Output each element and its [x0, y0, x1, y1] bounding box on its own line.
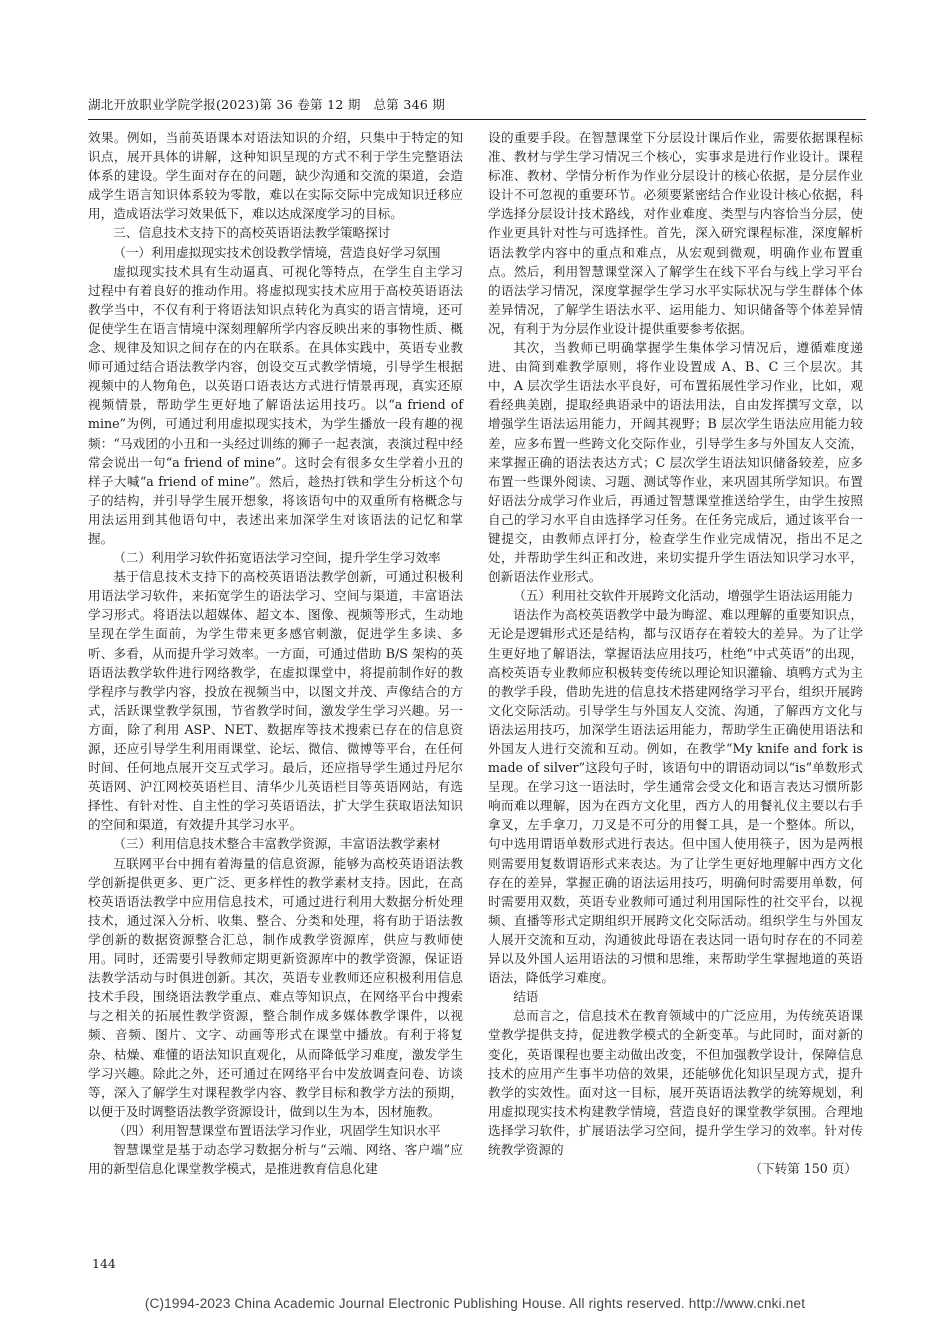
body-paragraph: 互联网平台中拥有着海量的信息资源，能够为高校英语语法教学创新提供更多、更广泛、更多样性的教学素材支持。因此，在高校英语语法教学中应用信息技术，可通过进行利用大数据分析处理技术，通过深入分析、收集、整合、分类和处理，将有助于语法教学创新的数据资源整合汇总，制作成教学资源库，供应与教师使用。同时，还需要引导教师定期更新资源库中的教学资源，保证语法教学活动与时俱进创新。其次，英语专业教师还应积极利用信息技术手段，围绕语法教学重点、难点等知识点，在网络平台中搜索与之相关的拓展性教学资源，整合制作成多媒体教学课件，以视频、音频、图片、文字、动画等形式在课堂中播放。有利于将复杂、枯燥、难懂的语法知识直观化，从而降低学习难度，激发学生学习兴趣。除此之外，还可通过在网络平台中发放调查问卷、访谈等，深入了解学生对课程教学内容、教学目标和教学方法的预期，以便于及时调整语法教学资源设计，做到以生为本，因材施教。: [88, 855, 463, 1119]
left-column: [88, 128, 463, 1178]
section-heading: 三、信息技术支持下的高校英语语法教学策略探讨: [113, 225, 391, 241]
body-paragraph: 智慧课堂是基于动态学习数据分析与“云端、网络、客户端”应用的新型信息化课堂教学模式，是推进教育信息化建: [88, 1141, 463, 1177]
header-divider: [88, 119, 866, 120]
body-paragraph: 设的重要手段。在智慧课堂下分层设计课后作业，需要依据课程标准、教材与学生学习情况三个核心，实事求是进行作业设计。课程标准、教材、学情分析作为作业分层设计的核心依据，是分层作业设计不可忽视的重要环节。必须要紧密结合作业设计核心依据，科学选择分层设计技术路线，对作业难度、类型与内容恰当分层，使作业更具针对性与可选择性。首先，深入研究课程标准，深度解析语法教学内容中的重点和难点，从宏观到微观，明确作业布置重点。然后，利用智慧课堂深入了解学生在线下平台与线上学习平台的语法学习情况，深度掌握学生学习水平实际状况与学生群体个体差异情况，了解学生语法水平、运用能力、知识储备等个体差异情况，有利于为分层作业设计提供重要参考依据。: [488, 130, 863, 336]
body-paragraph: 其次，当教师已明确掌握学生集体学习情况后，遵循难度递进、由简到难教学原则，将作业设置成 A、B、C 三个层次。其中，A 层次学生语法水平良好，可布置拓展性学习作业，比如，观看经典美剧，提取经典语录中的语法用法，自由发挥撰写文章，以增强学生语法运用能力，开阔其视野；B 层次学生语法应用能力较差，应多布置一些跨文化交际作业，引导学生多与外国友人交流，来掌握正确的语法表达方式；C 层次学生语法知识储备较差，应多布置一些课外阅读、习题、测试等作业，来巩固其所学知识。布置好语法分成学习作业后，再通过智慧课堂推送给学生，由学生按照自己的学习水平自由选择学习任务。在任务完成后，通过该平台一键提交，由教师点评打分，检查学生作业完成情况，指出不足之处，并帮助学生纠正和改进，来切实提升学生语法知识学习水平，创新语法作业形式。: [488, 340, 863, 585]
body-paragraph: 语法作为高校英语教学中最为晦涩、难以理解的重要知识点，无论是逻辑形式还是结构，都与汉语存在着较大的差异。为了让学生更好地了解语法，掌握语法应用技巧，杜绝“中式英语”的出现，高校英语专业教师应积极转变传统以理论知识灌输、填鸭方式为主的教学手段，借助先进的信息技术搭建网络学习平台，组织开展跨文化交际活动。引导学生与外国友人交流、沟通，了解西方文化与语法运用技巧，加深学生语法运用能力，帮助学生正确使用语法和外国友人进行交流和互动。例如，在教学“My knife and fork is made of silver”这段句子时，该语句中的谓语动词以“is”单数形式呈现。在学习这一语法时，学生通常会受文化和语言表达习惯所影响而难以理解，因为在西方文化里，西方人的用餐礼仪主要以右手拿叉，左手拿刀，刀叉是不可分的用餐工具，是一个整体。所以，句中选用谓语单数形式进行表达。但中国人使用筷子，因为是两根则需要用复数谓语形式来表达。为了让学生更好地理解中西方文化存在的差异，掌握正确的语法运用技巧，明确何时需要用单数，何时需要用双数，英语专业教师可通过利用国际性的社交平台，以视频、直播等形式定期组织开展跨文化交际活动。组织学生与外国友人展开交流和互动，沟通彼此母语在表达同一语句时存在的不同差异以及外国人运用语法的习惯和思维，来帮助学生掌握地道的英语语法，降低学习难度。: [488, 607, 863, 986]
body-paragraph: 虚拟现实技术具有生动逼真、可视化等特点，在学生自主学习过程中有着良好的推动作用。将虚拟现实技术应用于高校英语语法教学当中，不仅有利于将语法知识点转化为真实的语言情境，还可促使学生在语言情境中深刻理解所学内容反映出来的事物性质、概念、规律及知识之间存在的内在联系。在具体实践中，英语专业教师可通过结合语法教学内容，创设交互式教学情境，引导学生根据视频中的人物角色，以英语口语表达方式进行情景再现，真实还原视频情景，帮助学生更好地了解语法运用技巧。以“a friend of mine”为例，可通过利用虚拟现实技术，为学生播放一段有趣的视频：“马戏团的小丑和一头经过训练的狮子一起表演，表演过程中经常会说出一句“a friend of mine”。这时会有很多女生学着小丑的样子大喊“a friend of mine”。然后，趁热打铁和学生分析这个句子的结构，并引导学生展开想象，将该语句中的双重所有格概念与用法运用到其他语句中，表述出来加深学生对该语法的记忆和掌握。: [88, 263, 463, 546]
section-heading: （二）利用学习软件拓宽语法学习空间，提升学生学习效率: [113, 550, 441, 566]
section-heading: 结语: [513, 989, 539, 1005]
body-paragraph: 基于信息技术支持下的高校英语语法教学创新，可通过积极利用语法学习软件，来拓宽学生的语法学习、空间与渠道，丰富语法学习形式。将语法以超媒体、超文本、图像、视频等形式，生动地呈现在学生面前，为学生带来更多感官刺激，促进学生多读、多听、多看，从而提升学习效率。一方面，可通过借助 B/S 架构的英语语法教学软件进行网络教学，在虚拟课堂中，将提前制作好的教学程序与教学内容，投放在视频当中，以图文并茂、声像结合的方式，活跃课堂教学氛围，节省教学时间，激发学生学习兴趣。另一方面，除了利用 ASP、NET、数据库等技术搜索已存在的信息资源，还应引导学生利用雨课堂、论坛、微信、微博等平台，在任何时间、任何地点展开交互式学习。最后，还应指导学生通过丹尼尔英语网、沪江网校英语栏目、清华少儿英语栏目等英语网站，有选择性、有针对性、自主性的学习英语语法，扩大学生获取语法知识的空间和渠道，有效提升其学习水平。: [88, 569, 463, 833]
section-heading: （五）利用社交软件开展跨文化活动，增强学生语法运用能力: [513, 588, 854, 604]
section-heading: （三）利用信息技术整合丰富教学资源，丰富语法教学素材: [113, 836, 441, 852]
continued-note: （下转第 150 页）: [749, 1161, 857, 1177]
section-heading: （四）利用智慧课堂布置语法学习作业，巩固学生知识水平: [113, 1122, 441, 1138]
section-heading: （一）利用虚拟现实技术创设教学情境，营造良好学习氛围: [113, 244, 441, 260]
page-number: 144: [92, 1256, 116, 1271]
right-column: [488, 128, 863, 1178]
body-paragraph: 总而言之，信息技术在教育领域中的广泛应用，为传统英语课堂教学提供支持，促进教学模式的全新变革。与此同时，面对新的变化，英语课程也要主动做出改变，不但加强教学设计，保障信息技术的应用产生事半功倍的效果，还能够优化知识呈现方式，提升教学的实效性。面对这一目标，展开英语语法教学的统筹规划，利用虚拟现实技术构建教学情境，营造良好的课堂教学氛围。合理地选择学习软件，扩展语法学习空间，提升学生学习的效率。针对传统教学资源的: [488, 1008, 863, 1157]
copyright-footer: (C)1994-2023 China Academic Journal Electronic Publishing House. All rights reserved. http://www.cnki.net: [144, 1296, 806, 1311]
body-paragraph: 效果。例如，当前英语课本对语法知识的介绍，只集中于特定的知识点，展开具体的讲解，这种知识呈现的方式不利于学生完整语法体系的建设。学生面对存在的问题，缺少沟通和交流的渠道，会造成学生语言知识体系较为零散，难以在实际交际中完成知识迁移应用，造成语法学习效果低下，难以达成深度学习的目标。: [88, 130, 463, 222]
running-head: 湖北开放职业学院学报(2023)第 36 卷第 12 期 总第 346 期: [88, 97, 446, 112]
